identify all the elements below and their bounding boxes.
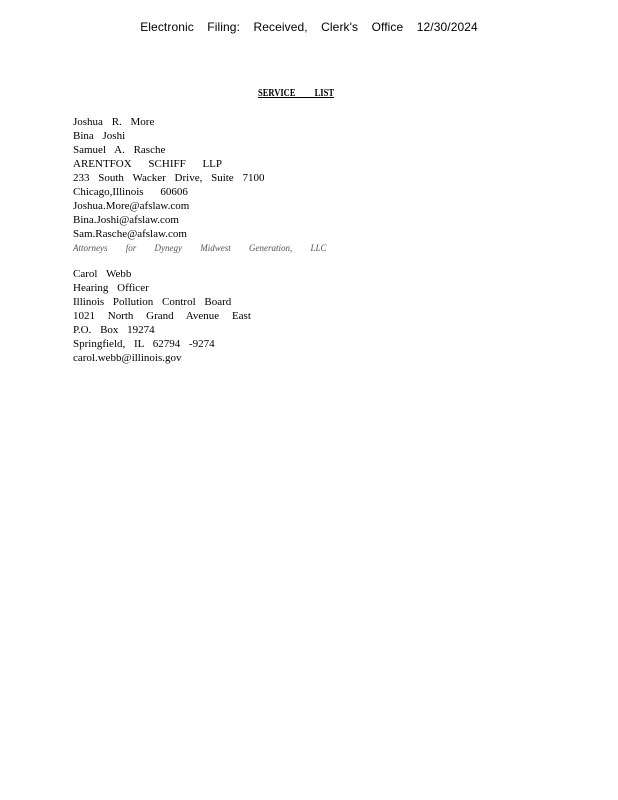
service-list-title: SERVICE LIST [258, 88, 334, 99]
contact-name-samuel-rasche: Samuel A. Rasche [73, 144, 166, 156]
contact-name-bina-joshi: Bina Joshi [73, 130, 126, 142]
contact-title-hearing-officer: Hearing Officer [73, 282, 149, 294]
filing-stamp-header: Electronic Filing: Received, Clerk's Office 12/30/2024 [140, 20, 478, 34]
contact-city-state-zip: Chicago,Illinois 60606 [73, 186, 188, 198]
contact-city-state-zip: Springfield, IL 62794 -9274 [73, 338, 215, 350]
contact-firm-name: ARENTFOX SCHIFF LLP [73, 158, 223, 170]
contact-email-joshua-more: Joshua.More@afslaw.com [73, 200, 190, 212]
contact-po-box: P.O. Box 19274 [73, 324, 155, 336]
contact-street-address: 1021 North Grand Avenue East [73, 310, 251, 322]
contact-street-address: 233 South Wacker Drive, Suite 7100 [73, 172, 265, 184]
contact-block-hearing-officer [73, 267, 251, 365]
contact-email-sam-rasche: Sam.Rasche@afslaw.com [73, 228, 187, 240]
attorneys-for-label: Attorneys for Dynegy Midwest Generation, LLC [73, 243, 327, 253]
contact-agency-name: Illinois Pollution Control Board [73, 296, 232, 308]
contact-email-carol-webb: carol.webb@illinois.gov [73, 352, 182, 364]
contact-block-arentfox [73, 115, 326, 255]
contact-email-bina-joshi: Bina.Joshi@afslaw.com [73, 214, 179, 226]
contact-name-joshua-more: Joshua R. More [73, 116, 155, 128]
contact-name-carol-webb: Carol Webb [73, 268, 132, 280]
